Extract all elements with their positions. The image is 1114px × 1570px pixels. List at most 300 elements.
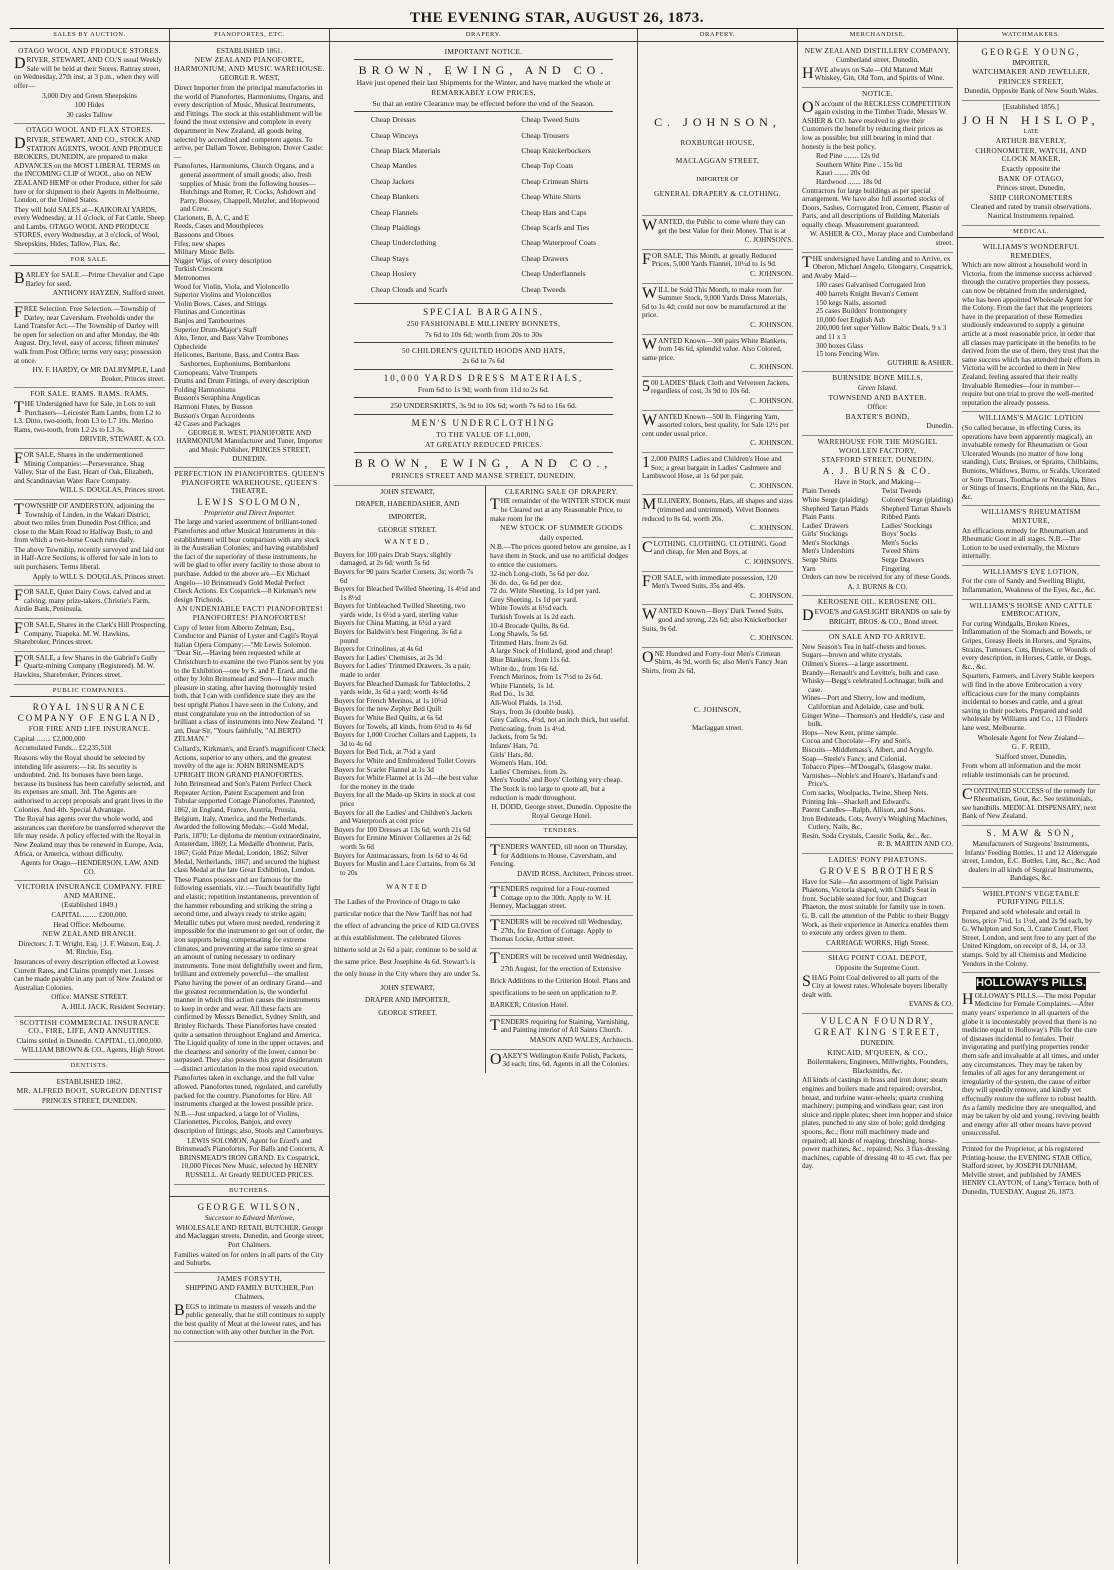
list-item: Colored Serge (plaiding) [881,495,953,504]
list-item: Cheap Hats and Caps [521,207,587,217]
ad-heading: NEW ZEALAND PIANOFORTE, HARMONIUM, AND MUSIC WAREHOUSE. [174,55,325,73]
list-item: Violin Bows, Cases, and Strings [174,299,267,308]
list-item: White Serge (plaiding) [802,495,868,504]
cheap-goods-lists [334,115,633,300]
ad-body: WHOLESALE AND RETAIL BUTCHER, George and Maclaggan streets, Dunedin, and George street, Port Chalmers. [175,1223,324,1249]
ad-signature: C. JOHNSON. [750,397,793,406]
list-item: Buyers for Unbleached Twilled Sheeting, two yards wide, 1s 6½d a yard, sterling value [334,602,466,619]
list-item: 300 boxes Glass [816,341,864,350]
list-item: Hardwood ....... 18s 0d [816,177,882,186]
list-item: Plain Pants [802,513,835,522]
list-item: Wood for Violin, Viola, and Violoncello [174,282,289,291]
masthead: THE EVENING STAR, AUGUST 26, 1873. [409,10,704,26]
ad-body: FOR SALE, Shares in the Clark's Hill Prospecting Company, Tuapeka. M. W. Hawkins, Sharebroker, Princes street. [14,620,165,647]
list-item: Patent Candles—Ralph, Allison, and Sons. [802,806,926,815]
list-item: 25 cases Builders' Ironmongery [816,307,907,316]
ad-line: GEORGE R. WEST, [219,74,280,83]
ad-tender-ross [490,841,633,883]
ad-signature: HY. F. HARDY, Or MR DALRYMPLE, Land Broker, Princes street. [32,366,165,383]
ad-line: Successor to Edward Merlowe, [204,1214,295,1223]
list-item: Pianofortes, Harmoniums, Church Organs, and a general assortment of small goods; also, fresh supplies of Music from the following houses—Hutchings and Romer, R. Cocks, Ashdown and Parry, Boosey, Chappell, Metzler, and Hopwood and Crew. [174,162,320,214]
ad-body: Copy of letter from Alberto Zelman, Esq., Conductor and Pianist of Lyster and Cagli's Royal Italian Opera Company:—"Mr Lewis Solomon. "Dear Sir,—Having been requested while at Christchurch to examine the two Pianos sent by you to the Exhibition—one by S. and P. Erard, and the other by John Brinsmead and Son—I have much pleasure in stating, after having thoroughly tested both, that I can with confidence state they are the best upright Pianos I have seen in the Colony, and must congratulate you on the introduction of so brilliant a class of instruments into New Zealand. "I am, Dear Sir, "Yours faithfully, "ALBERTO ZELMAN." [174,623,324,744]
bargain-line: AT GREATLY REDUCED PRICES. [425,439,542,449]
ad-line: Green Island. [857,383,898,392]
woollen-list-left [802,487,868,573]
ad-heading: JOHN STEWART, [380,487,435,496]
list-item: 42 Cases and Packages [174,420,241,429]
ad-body: FREE Selection. Free Selection.—Township of Darley, near Caversham. Freeholds under the Land Transfer Act.—The Township of Darley will be open for selection on and after Monday, the 4th August. Dry, level, easy of access; fifteen minutes' walk from Post Office; terms very easy; possession at once. [14,304,162,365]
list-item: Girls' Hats, 8d. [489,750,534,759]
list-item: Printing Ink—Shackell and Edward's. [802,797,911,806]
list-item: Petticoating, from 1s 4½d. [489,724,567,733]
ad-line: Boilermakers, Engineers, Millwrights, Founders, Blacksmiths, &c. [807,1058,948,1075]
list-item: Fingering [881,564,910,573]
ad-signature: C. JOHNSON. [750,524,793,533]
ad-line: Capital ........ £2,000,000 [14,734,86,743]
ad-body: Pianofortes taken in exchange, and the full value allowed. Pianofortes tuned, regulated, and carefully packed for the country. Pianofortes for Hire. All instruments charged at the lowest possible price. [174,1074,323,1109]
bargain-line: 250 UNDERSKIRTS, 3s 9d to 10s 6d; worth 7s 6d to 16s 6d. [390,401,577,411]
ad-body: Collard's, Kirkman's, and Erard's magnificent Check Actions, superior to any others, and the greatest novelty of the age is: JOHN BRINSMEAD'S UPRIGHT IRON GRAND PIANOFORTES. [174,744,325,779]
list-item: Corn sacks, Woolpacks, Twine, Sheep Nets. [802,788,929,797]
list-item: 150 kegs Nails, assorted [816,298,886,307]
woollen-list-right [882,487,953,573]
ad-body: Reasons why the Royal should be selected by intending life assurers:—1st. Its security is undoubted. 2nd. Its bonuses have been large, because its business has been carefully selected, and its expenses are small. 3rd. The Agents are authorised to accept proposals and grant lives in the Colonies. And 4th. Special Advantage. [14,753,165,814]
ad-line: PRINCES STREET, DUNEDIN. [41,1096,138,1105]
ad-line: ESTABLISHED 1862. [56,1077,123,1086]
ad-line: SHIPPING AND FAMILY BUTCHER, Port Chalmers, [185,1284,314,1301]
list-item: Cheap Knickerbockers [521,146,591,156]
ad-body: John Brinsmead and Son's Patent Perfect Check Repeater Action, Patent Escapement and Iron Tubular supported Cottage Pianofortes. Patented, 1862, in England, France, Austria, Prussia, Belgium, Italy, America, and the Netherlands. Awarded the following Medals:—Gold Medal, Paris, 1870; Le diploma de mention extraordinaire, Amsterdam, 1869; La Medaille d'honneur, Paris, 1867; Gold Prize Medal, London, 1862; Silver Medal, Netherlands, 1867; and secured the highest class Medal at the late Great Exhibition, London. [174,780,321,875]
ad-body: All kinds of castings in brass and iron done; steam engines and boilers made and repaired; overshot, breast, and turbine water-wheels; quartz crushing machinery; pumping and windlass gear; cast iron sluice and ripple plates; sheet iron hopper and sluice plates, punched to any size of hole; gold dredging spoons, &c.; flour mill machinery made and repaired; all kinds of reaping, threshing, horse-power machines, &c., repaired; No. 3 flax-dressing machines, capable of dressing 40 to 45 cwt. flax per day. [802,1076,953,1171]
section-header-dentists: DENTISTS. [10,1060,169,1073]
list-item: Men's Undershirts [802,547,855,556]
bargain-line: 10,000 YARDS DRESS MATERIALS, [383,372,584,383]
ad-body: DRIVER, STEWART, AND CO.'S usual Weekly Sale will be held at their Stores, Rattray street, on Wednesday, 27th inst, at 3 p.m., when they will offer— [14,55,162,90]
list-item: Ladies' Stockings [881,521,933,530]
ad-line: (Established 1849.) [61,901,118,910]
ad-george-wilson [174,1200,325,1273]
list-item: Serge Shirts [802,556,837,565]
list-item: Buyers for Ermine Miniver Collarettes at 2s 6d; worth 5s 6d [334,834,472,851]
ad-address: PRINCES STREET AND MANSE STREET, DUNEDIN. [391,471,576,481]
ad-heading: PERFECTION IN PIANOFORTES. QUEEN'S PIANOFORTE WAREHOUSE, QUEEN'S THEATRE. [174,469,325,496]
list-item: Buyers for Antimacassars, from 1s 6d to 4s 6d [334,851,468,860]
list-item: Cheap Waterproof Coats [521,238,597,248]
ad-johnson-wanted-public [642,216,793,250]
ad-c-johnson-header [642,45,793,216]
list-item: Shepherd Tartan Plaids [802,504,869,513]
list-item: Buyers for 100 Dresses at 13s 6d; worth 21s 6d [334,825,471,834]
ad-line: [Established 1856.] [1003,102,1059,111]
ad-heading: CLEARING SALE OF DRAPERY. [504,486,619,496]
ad-body: An efficacious remedy for Rheumatism and Rheumatic Gout in all stages. N.B.—The Lotion to be used externally, the Mixture internally. [962,526,1088,561]
ad-heading: GEORGE WILSON, [197,1202,302,1213]
list-item: Ginger Wine—Thomson's and Heddle's, case and bulk. [802,711,945,729]
section-header-drapery-2: DRAPERY. [638,29,797,42]
list-item: Buyers for the new Zephyr Bed Quilt [334,705,442,714]
list-item: White Flannels, 1s 1d. [489,681,555,690]
bargain-price: From 6d to 1s 9d; worth from 11d to 2s 6d. [417,384,550,394]
ad-signature: WILLIAM BROWN & CO., Agents, High Street. [21,1046,165,1055]
ad-line: Exactly opposite the [1001,164,1061,173]
list-item: Nigger Wigs, of every description [174,256,272,265]
list-item: Women's Hats, 10d. [489,759,548,768]
ad-line: CAPITAL ........ £200,000. [51,911,128,920]
ad-nz-distillery [802,45,953,88]
list-item: Biscuits—Middlemass's, Albert, and Arygyle. [802,745,934,754]
ad-john-stewart [334,486,486,1073]
right-sub-column [486,486,633,1073]
ad-body: SHAG Point Coal delivered to all parts of the City at lowest rates. Wholesale buyers liberally dealt with. [802,972,948,999]
wanted-heading: WANTED [386,883,429,892]
ad-continued-success [962,785,1100,826]
ad-heading: WILLIAMS'S HORSE AND CATTLE EMBROCATION, [969,600,1093,619]
list-item: Kauri ........ 20s 0d [816,169,870,178]
ad-body: Have for Sale—An assortment of light Parisian Phaetons, Victoria shaped, with Child's Seat in front. Sociable seated for four, and Dogcart Phaeton, the most suitable for family use in town. G. B. call the attention of the Public to their Buggy Work, as their experience in America enables them to execute any orders given to them. [802,877,949,938]
list-item: Military Music Bells [174,248,234,257]
list-item: Superior Drum-Major's Staff [174,325,258,334]
list-item: Buyers for Bleached Damask for Tablecloths, 2 yards wide, 3s 6d a yard; worth 4s 6d [334,679,471,697]
ad-johnson-shirts [642,648,793,737]
ad-subheading: DRAPER, HABERDASHER, AND [355,500,460,509]
ad-body: For the cure of Sandy and Swelling Blight, Inflammation, Weakness of the Eyes, &c., &c. [962,577,1096,595]
list-item: Cheap Drawers [521,253,569,263]
ad-mining-shares [14,449,165,500]
bargain-line: TO THE VALUE OF L1,000, [436,429,531,439]
ad-body: OAKEY'S Wellington Knife Polish, Packets, 3d each; tins, 6d. Agents in all the Colonies. [489,1050,630,1069]
ad-body: TENDERS requiring for Staining, Varnishing, and Painting interior of All Saints Church. [489,1016,630,1035]
list-item: Fifes, new shapes [174,239,225,248]
columns [10,29,1104,1564]
ad-on-sale-to-arrive [802,631,953,854]
list-item: Cocoa and Chocolate—Fry and Son's. [802,737,912,746]
ad-otago-wool-flax [14,124,165,253]
ad-body: Men's Youths' and Boys' Clothing very cheap. The Stock is too large to quote all, but a reduction is made throughout. [489,776,623,802]
list-item: Ladies' Chemises, from 2s. [489,767,568,776]
ad-body: They will hold SALES at—KAIKORAI YARDS, every Wednesday, at 11 o'clock, of Fat Cattle, Sheep and Lambs. OTAGO WOOL AND PRODUCE STORES, every Wednesday, at 3 o'clock, of Wool, Sheepskins, Hides, Tallow, Flax, &c. [14,205,165,249]
ad-body: WANTED Known—300 pairs White Blankets, from 14s 6d, splendid value. Also Colored, same price. [642,335,788,362]
list-item: Buyers for China Matting, at 6½d a yard [334,619,451,628]
holloways-banner: HOLLOWAY'S PILLS. [976,977,1086,990]
list-item: Iron Bedsteads, Cots, Avery's Weighing Machines, Cutlery, Nails, &c. [802,814,948,832]
list-item: Men's Stockings [802,538,850,547]
ad-body: DRIVER, STEWART, AND CO., STOCK AND STATION AGENTS, WOOL AND PRODUCE BROKERS, DUNEDIN, are prepared to make ADVANCES on the MOST LIBERAL TERMS on the INCOMING CLIP of WOOL, also on NEW ZEALAND HEMP or other Produce, either for sale here or for shipment to their Agents in Melbourne, London, or the United States. [14,134,163,205]
section-header-merchandise: MERCHANDISE. [798,29,957,42]
ad-johnson-blankets [642,335,793,377]
ad-free-selection [14,303,165,388]
list-item: Superior Violins and Violoncellos [174,291,272,300]
ad-body: CLOTHING. CLOTHING. CLOTHING. Good and cheap, for Men and Boys, at [642,538,786,557]
list-item: Red Do., 1s 3d. [489,690,535,699]
list-item: Busson's Organ Accordeons [174,411,255,420]
ad-alfred-boot [14,1076,165,1111]
ad-rams [14,388,165,449]
list-item: Buyers for 1,000 Crochet Collars and Lappets, 1s 3d to 4s 6d [334,731,477,748]
ad-signature: H. DODD, George street, Dunedin. Opposite the Royal George Hotel. [491,803,632,820]
ad-johnson-hose [642,453,793,495]
ad-body: FOR SALE, a few Shares in the Gabriel's Gully Quartz-mining Company (Registered). M. W. Hawkins, Sharebroker, Princes street. [14,652,158,679]
ad-holloways-pills [962,973,1100,1143]
ad-line: ESTABLISHED 1861. [216,46,283,55]
list-item: Yarn [802,564,816,573]
bargain-price: 7s 6d to 10s 6d; worth from 20s to 30s [424,329,543,339]
column-2 [170,29,330,1564]
list-item: Buyers for Ladies' Chemises, at 2s 3d [334,653,443,662]
section-header-butchers: BUTCHERS. [170,1185,329,1198]
list-item: 10,000 feet English Ash [816,315,886,324]
ad-subheading: PRINCES STREET, [998,76,1064,86]
ad-lewis-solomon [174,468,325,1185]
ad-body: (So called because, in effecting Cures, its operations have been apparently magical), an invaluable remedy for Rheumatism or Gout Ulcerated Wounds (no matter of how long standing), Cuts, Bruises, or Sprains, Chilblains, Bunions, Whitlows, Burns, or Scalds, Ulcerated or Sore Throats, Toothache or Neuralgia, Bites or Stings of Insects, Eruptions on the Skin, &c., &c. [962,423,1100,501]
list-item: Buyers for Scarlet Flannel at 1s 3d [334,765,434,774]
ad-signature: GUTHRIE & ASHER. [887,358,953,367]
list-item: Buyers for Towels, all kinds, from 6½d to 4s 6d [334,722,472,731]
ad-heading: OTAGO WOOL AND FLAX STORES. [26,125,153,135]
list-item: 32-inch Long-cloth, 5s 6d per doz. [489,570,590,579]
ad-body: Claims settled in Dunedin. CAPITAL, £1,000,000. [16,1036,163,1045]
list-item: Buyers for Muslin and Lace Curtains, from 6s 3d to 20s [334,860,476,877]
ad-body: Manufacturers of Surgeons' Instruments, Infants' Feeding Bottles, 11 and 12 Aldersgate street, London, E.C. Bottles, Lint, &c., &c. And dealers in all kinds of Surgical Instruments, Bandages, &c. [962,839,1100,883]
ad-heading: S. MAW & SON, [986,827,1076,838]
list-item: Whisky—Begg's celebrated Lochnagar, bulk and case. [802,677,943,694]
list-item: Tobacco Pipes—M'Dougal's, Glasgow make. [802,763,933,772]
ad-signature: C. JOHNSON, [693,704,742,714]
list-item: White Towels at 6½d each. [489,604,568,613]
ad-otago-wool-produce [14,45,165,125]
ad-body: N.B.—Just unpacked, a large lot of Violins, Clarionettes, Piccolos, Banjos, and every description of fittings; also, Stools and Canterburys. [174,1109,324,1136]
list-item: 36 do. do., 6s 6d per doz. [489,578,563,587]
ad-body: THE remainder of the WINTER STOCK must be Cleared out at any Reasonable Price, to make room for the [489,496,631,523]
ad-royal-insurance [14,700,165,881]
ad-name: LEWIS SOLOMON, [197,496,302,507]
ad-subheading: GENERAL DRAPERY & CLOTHING. [653,189,782,199]
list-item: Banjos and Tambourines [174,317,246,325]
ad-shag-point-coal [802,952,953,1014]
ad-signature: CARRIAGE WORKS, High Street. [826,938,929,947]
ad-george-young [962,45,1100,101]
section-header-for-sale: FOR SALE. [10,254,169,267]
ad-heading: BROWN, EWING, AND CO. [358,63,609,77]
ad-heading: WILLIAMS'S WONDERFUL REMEDIES, [982,242,1080,260]
ad-line: Head Office: Melbourne. [53,920,126,929]
list-item: Cheap Tweeds [521,284,566,294]
ad-subheading: NEW ZEALAND BRANCH. [42,929,137,939]
list-item: Cheap Underflannels [521,269,586,279]
list-item: Southern White Pine .. 15s 0d [816,160,902,169]
list-item: Buyers for White Bed Quilts, at 6s 6d [334,714,443,722]
bargain-line: MEN'S UNDERCLOTHING [411,417,556,428]
ad-johnson-tweed-suits [642,572,793,606]
column-4 [638,29,798,1564]
ad-line: Dunedin, Opposite Bank of New South Wales. [964,87,1098,96]
section-header-watchmakers: WATCHMAKERS. [958,29,1104,42]
ad-signature: A. J. BURNS & CO. [847,582,908,591]
ad-line: 30 casks Tallow [66,110,113,119]
ad-signature: WILL S. DOUGLAS, Princes street. [59,486,165,495]
ad-body: 12,000 PAIRS Ladies and Children's Hose and Sox; a great bargain in Ladies' Cashmere and Lambswool Hose, at 1s 6d per pair. [642,454,782,481]
ad-line: 3,000 Dry and Green Sheepskins [42,91,137,100]
goods-list [802,281,953,358]
ad-body: BEGS to intimate to masters of vessels and the public generally, that he still continues to supply the best quality of Meat at the lowest rates, and has no connection with any other butcher in the Port. [174,1301,325,1337]
list-item: Cheap Tweed Suits [521,115,580,125]
ad-line: DUNEDIN. [860,1038,895,1047]
list-item: Ribbed Pants [881,513,920,522]
divider [354,59,613,60]
list-item: Cheap Stays [370,253,409,263]
imprint-text: Printed for the Proprietor, at his registered Printing-house, the EVENING STAR Office, Stafford street, by JOSEPH DUNHAM, Melville street, and published by JAMES HENRY CLAYTON, of Lang's Terrace, both of Dunedin, TUESDAY, August 26, 1873. [962,1144,1099,1196]
section-header-pianofortes: PIANOFORTES, ETC. [170,29,329,42]
ad-line: Directors: J. T. Wright, Esq. | J. F. Watson, Esq. J. M. Ritchie, Esq. [18,939,161,957]
ad-body: ON account of the RECKLESS COMPETITION again existing in the Timber Trade, Messrs W. ASHER & CO. have resolved to give their Customers the benefit by reducing their prices as low as possible; but still bearing in mind that honesty is the best policy. [802,98,951,151]
ad-body: CONTINUED SUCCESS of the remedy for Rheumatism, Gout, &c. See testimonials, see handbills. MEDICAL DISPENSARY, next Bank of New Zealand. [962,785,1097,821]
ad-victoria-insurance [14,881,165,1016]
list-item: Men's Socks [881,538,918,547]
list-item: Plain Tweeds [802,487,841,496]
list-item: Cornopeans, Valve Trumpets [174,368,258,377]
ad-body: HOLLOWAY'S PILLS.—The most Popular Medicine for Female Complaints.—After many years' experience in all quarters of the globe it is incontestably proved that there is no medicine equal to Holloway's Pills for the cure of diseases incidental to females. Their invigorating and purifying properties render them safe and invaluable at all times, and under any circumstances. They may be taken by females of all ages for any derangement or irregularity of the system, the cause of either they will speedily remove, and kindly yet effectually restore the sufferer to robust health. As a family medicine they are unequalled, and may be taken by old and young, reviving health and energy after all other means have proved unsuccessful. [962,990,1100,1138]
list-item: All-Wool Plaids, 1s 1½d. [489,699,563,707]
list-item: Buyers for Crinolines, at 4s 6d [334,645,423,654]
list-item: Serge Drawers [881,556,925,565]
ad-signature: C. JOHNSON. [750,439,793,448]
ad-body: Insurances of every description effected at Lowest Current Rates, and Claims promptly met. Losses can be made payable in any part of New Zealand or Australian Colonies. [14,958,163,992]
list-item: 72 do. White Sheeting, 1s 1d per yard. [489,587,601,596]
list-item: Oilmen's Stores—a large assortment. [802,660,909,668]
ad-body: WANTED, the Public to come where they can get the best Value for their Money. That is at [642,216,786,235]
ad-subheading: REMARKABLY LOW PRICES, [431,88,536,98]
list-item: Turkish Towels at 1s 2d each. [489,613,576,622]
ad-body: HAVE always on Sale—Old Matured Malt Whiskey, Gin, Old Tom, and Spirits of Wine. [802,64,945,83]
divider [354,452,613,453]
ad-body: N.B.—The prices quoted below are genuine, as I have them in Stock, and use no artificial dodges to entice the customers. [489,543,631,569]
ad-body: WANTED Known—Boys' Dark Tweed Suits, good and strong, 22s 6d; also Knickerbocker Suits, 9s 6d. [642,606,787,633]
list-item: Cheap White Shirts [521,192,581,202]
ad-body: Direct Importer from the principal manufactories in the world of Pianofortes, Harmoniums, Organs, and every description of Music, Musical Instruments, and Fittings. The stock at this establishment will be found the most extensive and complete in every department in New Zealand, all goods being selected by accredited and competent agents. To arrive, per Dallam Tower, Bebington, Dover Castle:— [174,83,323,161]
ad-whelptons-pills [962,888,1100,973]
divider [354,303,613,304]
ad-subheading: SPECIAL BARGAINS. [423,307,544,318]
ad-heading: BURNSIDE BONE MILLS, [832,373,923,383]
ad-notice: IMPORTANT NOTICE. [444,46,523,56]
ad-subheading: TOWNSEND AND BAXTER. [828,392,927,402]
ad-body: Families waited on for orders in all parts of the City and Suburbs. [174,1250,324,1268]
ad-clearing-sale [490,486,633,826]
ad-signature: DRAPER AND IMPORTER, [365,996,450,1005]
list-item: White do., from 16s 6d. [489,664,559,673]
list-item: Grey Calicos, 4½d, not an inch thick, but useful. [489,716,630,725]
ad-line: Princes street, Dunedin, [996,184,1066,193]
ad-dairy-cows [14,586,165,619]
ad-signature: C. JOHNSON. [750,481,793,490]
ad-signature: DAVID ROSS, Architect, Princes street. [517,869,633,878]
ad-heading: VICTORIA INSURANCE COMPANY. FIRE AND MARINE. [16,882,163,900]
list-item: Stays, from 3s (double busk). [489,707,575,716]
list-item: Helicones, Baritone, Bass, and Contra Bass Saxhornes, Euphoniums, Bombardons [174,351,299,368]
ad-body: TENDERS required for a Four-roomed Cottage up to the 30th. Apply to W. H. Henney, Maclaggan street. [489,884,612,911]
ad-johnson-clothing [642,538,793,572]
ad-gabriels-gully [14,652,165,685]
ad-signature: Dunedin. [926,422,953,431]
ad-heading: SCOTTISH COMMERCIAL INSURANCE CO., FIRE, LIFE, AND ANNUITIES. [19,1017,160,1036]
list-item: 400 barrels Knight Bevan's Cement [816,290,919,299]
ad-subheading: FOR FIRE AND LIFE INSURANCE. [28,724,151,734]
woollen-lists [802,487,953,573]
ad-signature: MASON AND WALES, Architects. [529,1036,633,1045]
bargain-price: 2s 6d to 7s 6d [462,356,505,366]
list-item: Infants' Hats, 7d. [489,741,539,750]
section-header-public-companies: PUBLIC COMPANIES. [10,685,169,698]
ad-tender-locke [490,916,633,949]
ad-signature: ANTHONY HAYZEN, Stafford street. [52,289,165,298]
list-item: Cheap Jackets [370,176,415,186]
ad-anderston [14,500,165,586]
ad-body: FOR SALE, Shares in the undermentioned Mining Companies:—Perseverance, Shag Valley, Star of the East, Heart of Oak, Elizabeth, and Scandinavian Water Race Company. [14,449,154,485]
ad-line: Office: MANSE STREET. [51,993,128,1002]
list-item: Harmoni Flutes, by Busson [174,402,253,411]
ad-barley [14,269,165,303]
ad-signature: R. B. MARTIN AND CO. [877,840,953,849]
ad-line: LATE [1023,128,1039,135]
list-item: Ladies' Drawers [802,521,849,530]
ad-signature: BROWN, EWING, AND CO., [354,456,613,471]
list-item: Drums and Drum Fittings, of every description [174,377,310,386]
list-item: Grey Sheeting, 1s 1d per yard. [489,595,578,604]
ad-pony-phaetons [802,854,953,952]
ad-line: Office: [867,403,888,412]
list-item: Buyers for 100 pairs Drab Stays, slightly damaged, at 2s 6d; worth 5s 6d [334,550,452,568]
ad-body: The Royal has agents over the whole world, and assurances can therefore be transferred wherever the life may reside. A policy effected with the Royal in New Zealand may thus be renewed in Europe, Asia, Africa, or America, without difficulty. [14,815,165,858]
list-item: Buyers for all the Made-up Skirts in stock at cost price [334,791,476,808]
list-item: Tweed Shirts [881,547,920,556]
ad-brown-ewing [334,45,633,486]
list-item: Cheap Underclothing [370,238,437,248]
ad-line: Have in Stock, and Making— [834,477,921,486]
ad-heading: WAREHOUSE FOR THE MOSGIEL WOOLLEN FACTORY, [817,436,938,455]
list-item: Folding Harmoniums [174,385,236,394]
list-item: A large Stock of Holland, good and cheap! [489,647,613,656]
ad-subheading: GEORGE STREET. [378,525,437,534]
ad-body: The large and varied assortment of brilliant-toned Pianofortes and other Musical Instruments in this establishment will bear comparison with any stock in the Australian Colonies; and having established the fact of the superiority of these instruments, he will be glad to offer every facility to those about to purchase. Added to the above are—Ex Michael Angelo—10 Brinsmead's Gold Medal Perfect Check Actions. Ex Cospatrick—8 Kirkman's new design Trichords. [174,518,321,604]
ad-body: BARLEY for SALE.—Prime Chevalier and Cape Barley for seed. [14,270,164,288]
ad-body: TOWNSHIP OF ANDERSTON, adjoining the Township of Linden, in the Wakari District, about two miles from Dunedin Post Office, and close to the Main Road to Halfway Bush, to and from which a two-horse Coach runs daily. [14,500,155,545]
ad-tender-all-saints [490,1016,633,1050]
divider [354,397,613,398]
ad-heading: LADIES' PONY PHAETONS. [828,855,927,865]
ad-subheading: NEW STOCK OF SUMMER GOODS [500,523,623,533]
ad-heading: NEW ZEALAND DISTILLERY COMPANY, [804,45,951,55]
ad-subheading: MACLAGGAN STREET, [675,156,760,166]
ad-body: FOR SALE, with immediate possession, 120 Men's Tweed Suits, 35s and 40s. [642,572,778,591]
ad-signature: C. JOHNSON. [750,320,793,329]
list-item: Buyers for White and Embroidered Toilet Covers [334,756,476,765]
instrument-list [174,162,325,428]
list-item: Girls' Stockings [802,530,848,539]
ad-heading: OTAGO WOOL AND PRODUCE STORES. [18,45,161,55]
ad-name: GROVES BROTHERS [819,865,936,876]
ad-maw-son [962,826,1100,888]
ad-subheading: ROXBURGH HOUSE, [680,137,755,147]
column-1 [10,29,170,1564]
ad-body: The above Township, recently surveyed and laid out in Half-Acre Sections, is offered for sale in lots to suit purchasers. Terms liberal. [14,545,165,572]
ad-george-west [174,45,325,469]
ad-heading: KEROSENE OIL. KEROSENE OIL. [817,597,938,607]
ad-body: TENDERS will be received until Wednesday, 27th August, for the erection of Extensive Brick Additions to the Criterion Hotel. Plans and specifications to be seen on application to P. BARKER, Criterion Hotel. [489,949,631,1009]
list-item: Buyers for all the Ladies' and Children's Jackets and Waterproofs at cost price [334,808,473,826]
ad-heading: JAMES FORSYTH, [217,1273,282,1283]
list-item: Cheap Black Materials [370,146,441,156]
list-item: 15 tons Fencing Wire. [816,350,880,359]
list-item: Shepherd Tartan Shawls [881,504,952,513]
